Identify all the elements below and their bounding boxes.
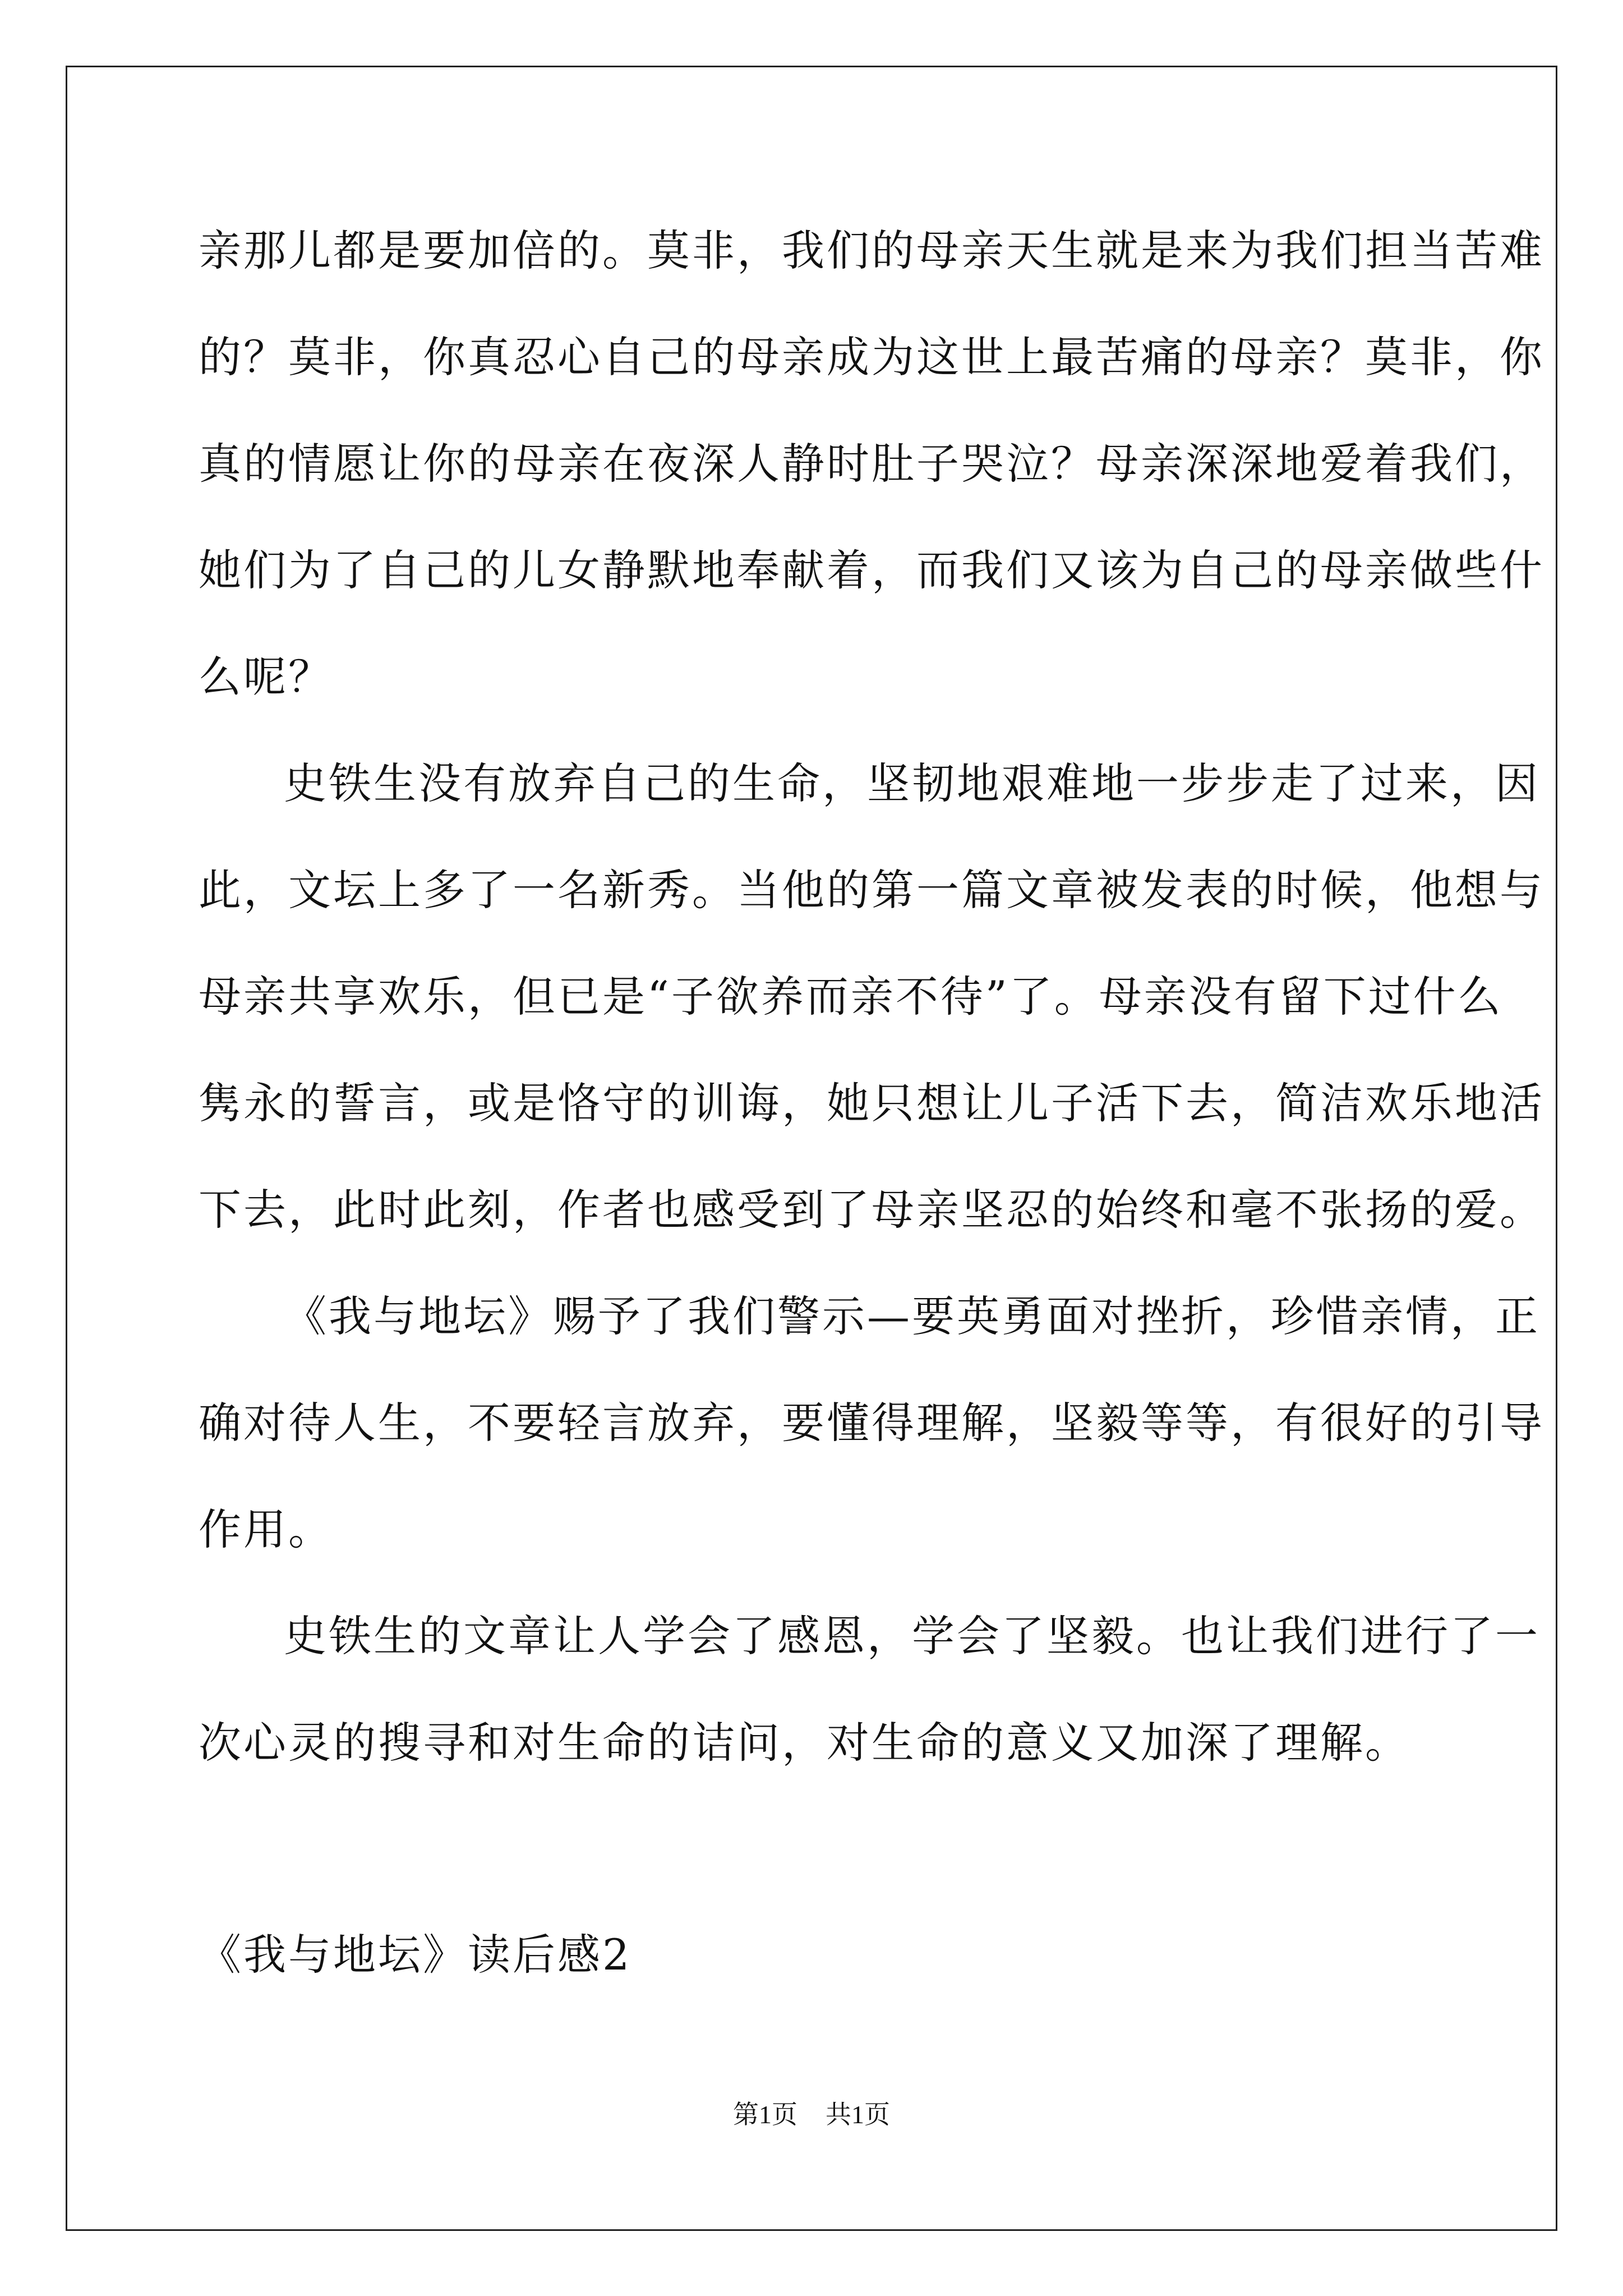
section-heading: 《我与地坛》读后感2 xyxy=(199,1930,632,1980)
text-line: 次心灵的搜寻和对生命的诘问，对生命的意义又加深了理解。 xyxy=(199,1718,1410,1768)
document-body xyxy=(199,209,1544,1807)
text-line: 么呢？ xyxy=(199,652,333,702)
text-line: 隽永的誓言，或是恪守的训诲，她只想让儿子活下去，简洁欢乐地活 xyxy=(199,1078,1544,1128)
text-line: 史铁生没有放弃自己的生命，坚韧地艰难地一步步走了过来，因 xyxy=(284,758,1540,808)
text-line: 下去，此时此刻，作者也感受到了母亲坚忍的始终和毫不张扬的爱。 xyxy=(199,1185,1544,1235)
text-line: 《我与地坛》赐予了我们警示—要英勇面对挫折，珍惜亲情，正 xyxy=(284,1291,1540,1341)
text-line: 确对待人生，不要轻言放弃，要懂得理解，坚毅等等，有很好的引导 xyxy=(199,1398,1544,1448)
text-line: 的？莫非，你真忍心自己的母亲成为这世上最苦痛的母亲？莫非，你 xyxy=(199,332,1544,382)
text-line: 作用。 xyxy=(199,1504,333,1554)
page-total: 共1页 xyxy=(826,2100,890,2129)
text-line: 此，文坛上多了一名新秀。当他的第一篇文章被发表的时候，他想与 xyxy=(199,865,1544,915)
page-footer xyxy=(0,2092,1623,2137)
text-line: 真的情愿让你的母亲在夜深人静时肚子哭泣？母亲深深地爱着我们， xyxy=(199,439,1544,489)
text-line: 史铁生的文章让人学会了感恩，学会了坚毅。也让我们进行了一 xyxy=(284,1611,1540,1661)
text-line: 母亲共享欢乐，但已是“子欲养而亲不待”了。母亲没有留下过什么 xyxy=(199,972,1503,1022)
text-line: 亲那儿都是要加倍的。莫非，我们的母亲天生就是来为我们担当苦难 xyxy=(199,226,1544,275)
text-line: 她们为了自己的儿女静默地奉献着，而我们又该为自己的母亲做些什 xyxy=(199,545,1544,595)
page-number: 第1页 xyxy=(733,2100,797,2129)
